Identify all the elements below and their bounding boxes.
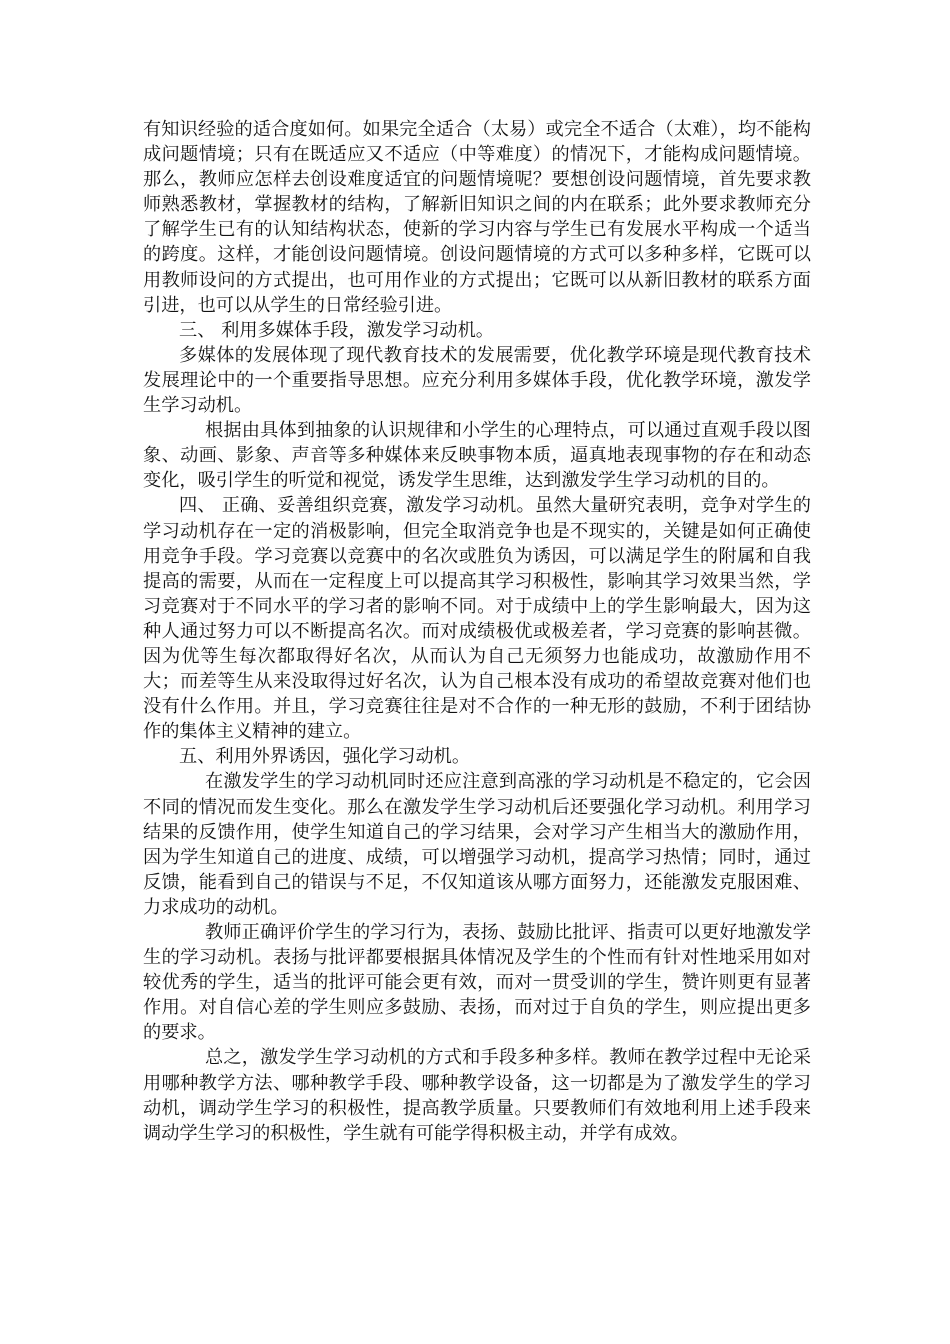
- paragraph-evaluation: 教师正确评价学生的学习行为，表扬、鼓励比批评、指责可以更好地激发学生的学习动机。表扬与批评都要根据具体情况及学生的个性而有针对性地采用如对较优秀的学生，适当的批评可能会更有效，而对一贯受训的学生，赞许则更有显著作用。对自信心差的学生则应多鼓励、表扬，而对过于自负的学生，则应提出更多的要求。: [143, 922, 811, 1044]
- section-heading-external-incentives: 五、利用外界诱因，强化学习动机。: [179, 746, 471, 768]
- section-competition: 四、 正确、妥善组织竞赛，激发学习动机。虽然大量研究表明，竞争对学生的学习动机存在一定的消极影响，但完全取消竞争也是不现实的，关键是如何正确使用竞争手段。学习竞赛以竞赛中的名次或胜负为诱因，可以满足学生的附属和自我提高的需要，从而在一定程度上可以提高其学习积极性，影响其学习效果当然，学习竞赛对于不同水平的学习者的影响不同。对于成绩中上的学生影响最大，因为这种人通过努力可以不断提高名次。而对成绩极优或极差者，学习竞赛的影响甚微。因为优等生每次都取得好名次，从而认为自己无须努力也能成功，故激励作用不大；而差等生从来没取得过好名次，认为自己根本没有成功的希望故竞赛对他们也没有什么作用。并且，学习竞赛往往是对不合作的一种无形的鼓励，不利于团结协作的集体主义精神的建立。: [143, 495, 811, 743]
- paragraph-multimedia-detail: 根据由具体到抽象的认识规律和小学生的心理特点，可以通过直观手段以图象、动画、影象、声音等多种媒体来反映事物本质，逼真地表现事物的存在和动态变化，吸引学生的听觉和视觉，诱发学生思维，达到激发学生学习动机的目的。: [143, 420, 811, 492]
- paragraph-multimedia-intro: 多媒体的发展体现了现代教育技术的发展需要，优化教学环境是现代教育技术发展理论中的一个重要指导思想。应充分利用多媒体手段，优化教学环境，激发学生学习动机。: [143, 344, 811, 417]
- paragraph-feedback: 在激发学生的学习动机同时还应注意到高涨的学习动机是不稳定的，它会因不同的情况而发生变化。那么在激发学生学习动机后还要强化学习动机。利用学习结果的反馈作用，使学生知道自己的学习结果，会对学习产生相当大的激励作用，因为学生知道自己的进度、成绩，可以增强学习动机，提高学习热情；同时，通过反馈，能看到自己的错误与不足，不仅知道该从哪方面努力，还能激发克服困难、力求成功的动机。: [143, 771, 811, 918]
- document-body: [143, 117, 811, 1146]
- paragraph-problem-situation: 有知识经验的适合度如何。如果完全适合（太易）或完全不适合（太难），均不能构成问题情境；只有在既适应又不适应（中等难度）的情况下，才能构成问题情境。那么，教师应怎样去创设难度适宜的问题情境呢？要想创设问题情境，首先要求教师熟悉教材，掌握教材的结构，了解新旧知识之间的内在联系；此外要求教师充分了解学生已有的认知结构状态，使新的学习内容与学生已有发展水平构成一个适当的跨度。这样，才能创设问题情境。创设问题情境的方式可以多种多样，它既可以用教师设问的方式提出，也可用作业的方式提出；它既可以从新旧教材的联系方面引进，也可以从学生的日常经验引进。: [143, 119, 811, 316]
- paragraph-conclusion: 总之，激发学生学习动机的方式和手段多种多样。教师在教学过程中无论采用哪种教学方法、哪种教学手段、哪种教学设备，这一切都是为了激发学生的学习动机，调动学生学习的积极性，提高教学质量。只要教师们有效地利用上述手段来调动学生学习的积极性，学生就有可能学得积极主动，并学有成效。: [143, 1047, 811, 1144]
- section-heading-multimedia: 三、 利用多媒体手段，激发学习动机。: [179, 319, 494, 341]
